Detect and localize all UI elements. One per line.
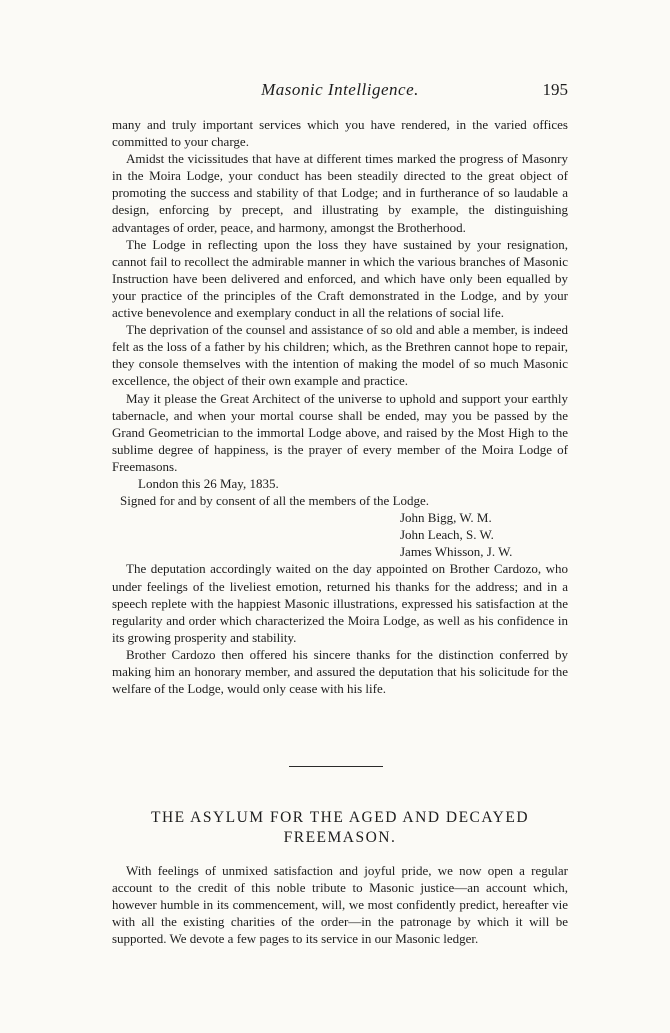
article-heading-line: FREEMASON. (283, 829, 397, 846)
article-text (112, 862, 568, 947)
section-divider (289, 766, 383, 767)
signatory: James Whisson, J. W. (400, 544, 513, 560)
narrative-paragraph: The deputation accordingly waited on the day appointed on Brother Cardozo, who under feelings of the liveliest emotion, returned his thanks for the address; and in a speech replete with the happiest Masonic illustrations, expressed his satisfaction at the regularity and order which characterized the Moira Lodge, as well as his confidence in its growing prosperity and stability. (112, 561, 568, 645)
address-paragraph: many and truly important services which you have rendered, in the varied offices committed to your charge. (112, 117, 568, 150)
address-paragraph: Amidst the vicissitudes that have at different times marked the progress of Masonry in the Moira Lodge, your conduct has been steadily directed to the great object of promoting the success and stability of that Lodge; and in furtherance of so laudable a design, enforcing by precept, and illustrating by example, the distinguishing advantages of order, peace, and harmony, amongst the Brotherhood. (112, 151, 568, 235)
running-head (112, 80, 568, 102)
address-paragraph: May it please the Great Architect of the universe to uphold and support your earthly tabernacle, and when your mortal course shall be ended, may you be passed by the Grand Geometrician to the immortal Lodge above, and raised by the Most High to the sublime degree of happiness, is the prayer of every member of the Moira Lodge of Freemasons. (112, 390, 568, 474)
signatory-list (112, 509, 568, 560)
signatory: John Leach, S. W. (400, 527, 494, 543)
address-paragraph: The deprivation of the counsel and assistance of so old and able a member, is indeed felt as the loss of a father by his children; which, as the Brethren cannot hope to repair, they console themselves with the intention of making the model of so much Masonic excellence, the object of their own example and practice. (112, 322, 568, 389)
running-title: Masonic Intelligence. (261, 80, 419, 99)
signatory: John Bigg, W. M. (400, 510, 492, 526)
page-number: 195 (542, 80, 568, 99)
article-paragraph: With feelings of unmixed satisfaction and joyful pride, we now open a regular account to the credit of this noble tribute to Masonic justice—an account which, however humble in its commencement, will, we most confidently predict, hereafter vie with all the existing charities of the order—in the patronage by which it will be supported. We devote a few pages to its service in our Masonic ledger. (112, 863, 568, 947)
address-paragraph: The Lodge in reflecting upon the loss they have sustained by your resignation, cannot fail to recollect the admirable manner in which the various branches of Masonic Instruction have been delivered and enforced, and which have only been equalled by your practice of the principles of the Craft demonstrated in the Lodge, and by your active benevolence and exemplary conduct in all the relations of social life. (112, 236, 568, 321)
address-text (112, 116, 568, 697)
signed-line: Signed for and by consent of all the members of the Lodge. (120, 493, 430, 509)
article-heading-line: THE ASYLUM FOR THE AGED AND DECAYED (150, 809, 530, 826)
narrative-paragraph: Brother Cardozo then offered his sincere thanks for the distinction conferred by making him an honorary member, and assured the deputation that his solicitude for the welfare of the Lodge, would only cease with his life. (112, 646, 568, 697)
article-heading (112, 808, 568, 848)
dateline: London this 26 May, 1835. (138, 475, 279, 491)
